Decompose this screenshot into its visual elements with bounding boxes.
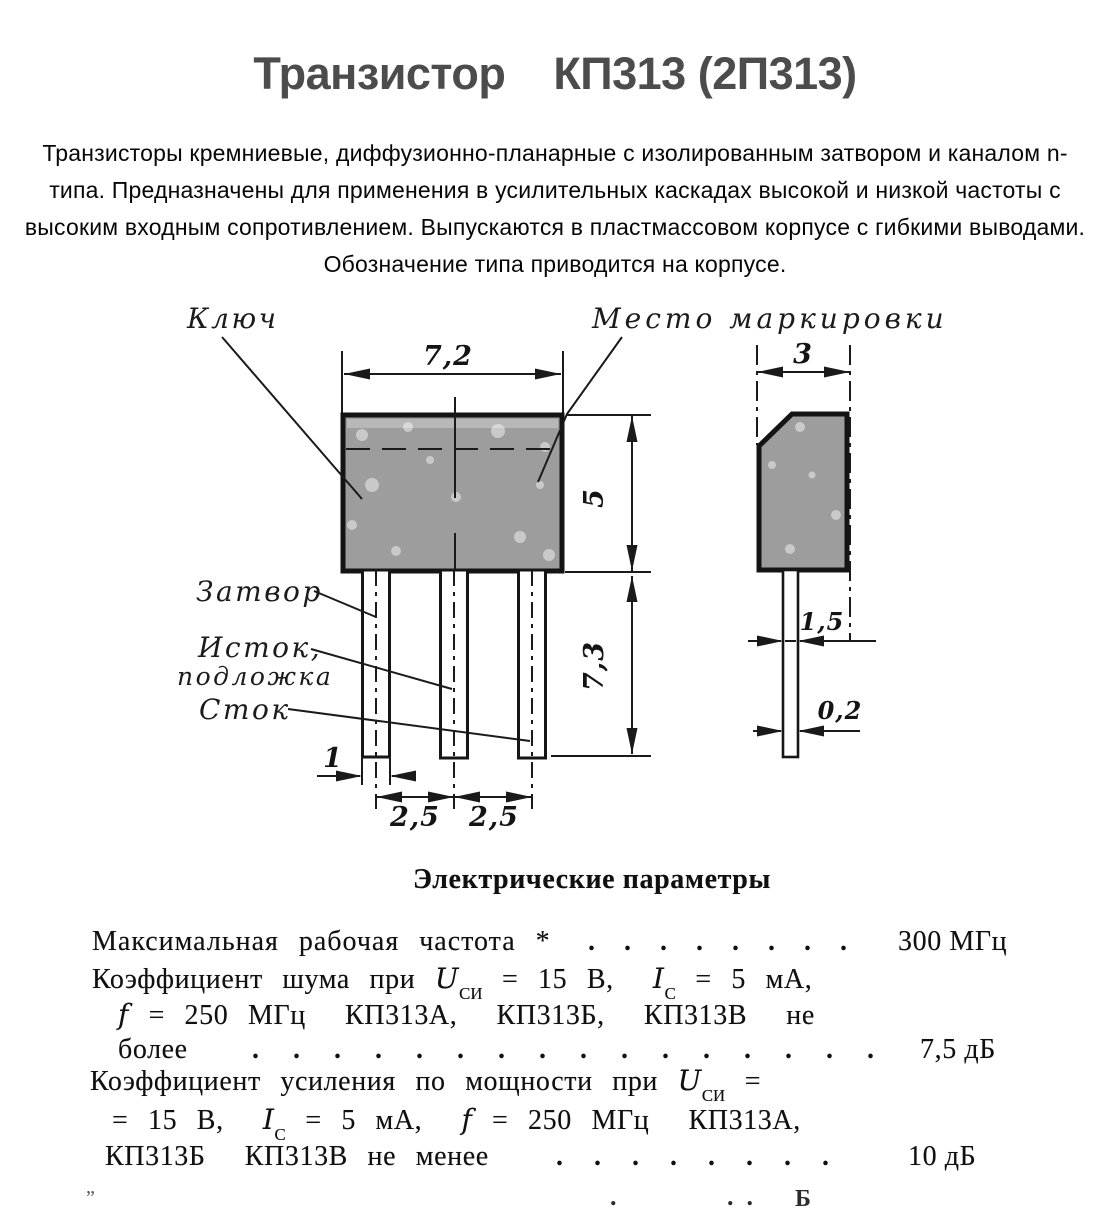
cutoff-fragment: „ [86,1176,95,1198]
side-view [748,339,876,757]
param-power-gain-line3: КП313Б КП313В не менее [105,1141,489,1172]
dimension-lead-pitch [376,792,532,834]
param-power-gain-line2: = 15 В, $I_С = 5$ мА, f = 250 МГц КП313А, [112,1103,801,1145]
dim-pitch-right-value: 2,5 [469,802,519,833]
dim-side-width-value: 3 [793,339,813,370]
dim-body-height-value: 5 [579,488,610,508]
intro-line-3: высоким входным сопротивлением. Выпускаются в пластмассовом корпусе с гибкими выводами. [24,214,1086,240]
cutoff-fragment: . [610,1182,617,1211]
lead-source [441,570,468,809]
intro-line-2: типа. Предназначены для применения в усилительных каскадах высокой и низкой частоты с [49,177,1061,203]
lead-gate [363,570,390,809]
param-noise-figure-line2: f = 250 МГц КП313А, КП313Б, КП313В не [118,998,815,1031]
page-title: Транзистор КП313 (2П313) [253,48,857,99]
param-noise-figure-value: 7,5 дБ [920,1034,996,1065]
dot-leader: . . . . . . . . . . . . . . . . [252,1034,874,1065]
label-drain: Сток [199,693,291,726]
cutoff-fragment: Б [795,1186,811,1212]
dimension-lead-thickness [753,696,862,737]
dimension-body-height [565,415,651,572]
dim-lead-width-value: 1 [323,743,343,774]
parameters-heading: Электрические параметры [413,864,771,895]
param-max-frequency: Максимальная рабочая частота * [92,926,551,957]
dimension-lead-offset [748,607,876,647]
label-marking-place: Место маркировки [592,302,948,335]
dot-leader: . . . . . . . . [588,926,847,957]
dim-side-lead-width-value: 1,5 [799,607,845,636]
label-gate: Затвор [196,575,323,608]
cutoff-fragment: . . [727,1182,753,1211]
param-noise-figure-line1: Коэффициент шума при $U_{СИ} = 15$ В, $I_С = 5$ мА, [92,962,813,1004]
dimension-lead-length [551,576,651,756]
lead-side [783,570,798,757]
dim-pitch-left-value: 2,5 [390,802,440,833]
intro-line-1: Транзисторы кремниевые, диффузионно-планарные с изолированным затвором и каналом n- [42,140,1068,166]
dim-lead-thickness-value: 0,2 [817,696,863,725]
dot-leader: . . . . . . . . [556,1141,829,1172]
package-body-side [759,414,847,570]
intro-paragraph [20,135,1090,283]
leader-drain [288,709,530,741]
label-substrate: подложка [177,662,334,691]
label-key: Ключ [187,302,279,335]
intro-line-4: Обозначение типа приводится на корпусе. [323,251,787,277]
param-power-gain-value: 10 дБ [908,1141,977,1172]
lead-drain [519,570,546,809]
param-power-gain-line1: Коэффициент усиления по мощности при $U_{СИ}$ = [90,1064,762,1106]
package-drawing [0,285,1110,845]
param-noise-figure-line3: более [118,1034,188,1065]
dim-body-width-value: 7,2 [423,341,473,372]
package-body-front [343,397,562,571]
param-max-frequency-value: 300 МГц [898,926,1008,957]
dimension-body-width [342,341,563,415]
label-source: Исток, [198,631,323,664]
dim-lead-length-value: 7,3 [579,641,610,691]
